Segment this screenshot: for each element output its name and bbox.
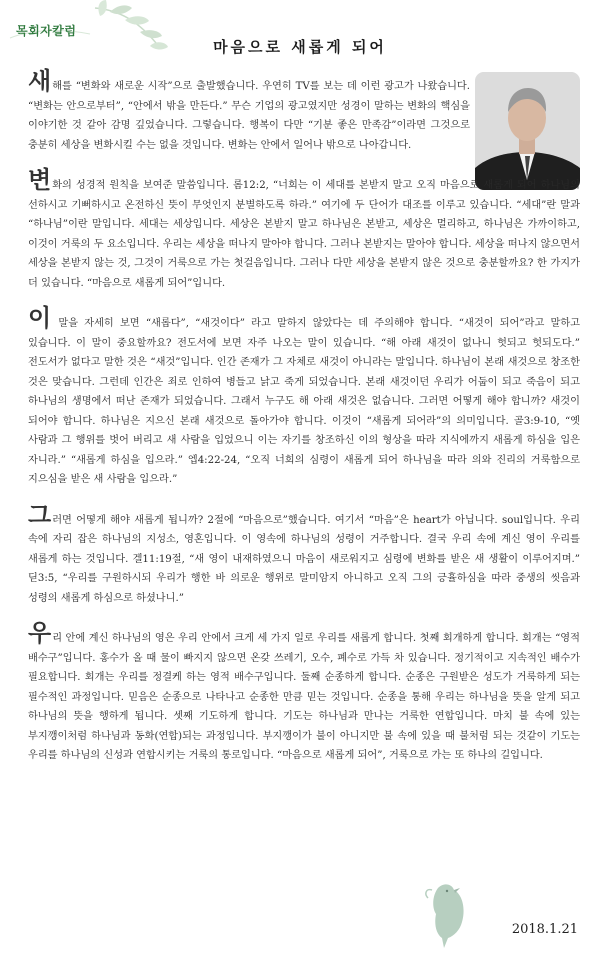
drop-initial: 우	[28, 619, 52, 647]
paragraph-text: 해를 “변화와 새로운 시작”으로 출발했습니다. 우연히 TV를 보는 데 이런 광고가 나왔습니다. “변화는 안으로부터”, “안에서 밖을 만든다.” 무슨 기업의 광고였지만 성경이 말하는 변화의 핵심을 이야기한 것 같아 감명 깊었습니다. 그렇습니다. 행복이 다만 “기분 좋은 만족감”이라면 그것으로 충분히 세상을 변화시킬 수는 없을 것입니다. 변화는 안에서 일어나 밖으로 나아갑니다.	[28, 81, 470, 151]
drop-initial: 그	[28, 500, 52, 529]
paragraph-text: 러면 어떻게 해야 새롭게 됩니까? 2절에 “마음으로”했습니다. 여기서 “마음”은 heart가 아닙니다. soul입니다. 우리 속에 자리 잡은 하나님의 지성소, 영혼입니다. 이 영속에 하나님의 성령이 거주합니다. 결국 우리 속에 계신 영이 우리를 새롭게 하는 것입니다. 겔11:19절, “새 영이 내재하였으니 마음이 새로워지고 심령에 변화를 받은 새 생활이 이루어지며.” 딛3:5, “우리를 구원하시되 우리가 행한 바 의로운 행위로 말미암지 아니하고 오직 그의 긍휼하심을 따라 중생의 씻음과 성령의 새롭게 하심으로 하셨나니.”	[28, 514, 580, 604]
paragraph-3	[28, 304, 580, 490]
page-title: 마음으로 새롭게 되어	[213, 38, 387, 56]
drop-initial: 새	[28, 67, 52, 95]
column-label: 목회자칼럼	[16, 24, 77, 38]
paragraph-1	[28, 67, 470, 155]
paragraph-text: 말을 자세히 보면 “새롭다”, “새것이다” 라고 말하지 않았다는 데 주의해야 합니다. “새것이 되어”라고 말하고 있습니다. 이 말이 중요할까요? 전도서에 보면 자주 나오는 말이 있습니다. “해 아래 새것이 없나니 헛되고 헛되도다.” 전도서가 없다고 말한 것은 “새것”입니다. 인간 존재가 그 자체로 새것이 아니라는 말입니다. 하나님이 본래 새것으로 창조한 것은 맞습니다. 그런데 인간은 죄로 인하여 병들고 낡고 죽게 되었습니다. 본래 새것이던 우리가 어둡이 되고 죽음이 되고 하나님의 생명에서 떠난 존재가 되었습니다. 그래서 누구도 해 아래 새것은 없습니다. 그러면 어떻게 해야 합니까? 새것이 되어야 합니다. 하나님은 지으신 본래 새것으로 돌아가야 합니다. 이것이 “새롭게 되어라”의 의미입니다. 골3:9-10, “옛 사람과 그 행위를 벗어 버리고 새 사람을 입었으니 이는 자기를 창조하신 이의 형상을 따라 지식에까지 새롭게 하심을 입은 자니라.” “새롭게 하심을 입으라.” 엡4:22-24, “오직 너희의 심령이 새롭게 되어 하나님을 따라 의와 진리의 거룩함으로 지으심을 받은 새 사람을 입으라.”	[28, 318, 580, 485]
paragraph-text: 리 안에 계신 하나님의 영은 우리 안에서 크게 세 가지 일로 우리를 새롭게 합니다. 첫째 회개하게 합니다. 회개는 “영적 배수구”입니다. 홍수가 올 때 물이 빠지지 않으면 온갖 쓰레기, 오수, 폐수로 가득 차 있습니다. 정기적이고 지속적인 배수가 필요합니다. 회개는 우리를 정결케 하는 영적 배수구입니다. 둘째 순종하게 합니다. 순종은 구원받은 성도가 거룩하게 되는 필수적인 과정입니다. 믿음은 순종으로 나타나고 순종한 만큼 믿는 것입니다. 순종을 통해 우리는 하나님을 뜻을 알게 되고 하나님의 뜻을 행하게 됩니다. 셋째 기도하게 합니다. 기도는 하나님과 만나는 거룩한 연합입니다. 마치 불 속에 있는 부지깽이처럼 하나님과 동화(연합)되는 과정입니다. 부지깽이가 불이 아니지만 불 속에 있을 때 불처럼 되는 것같이 기도는 우리를 하나님의 신성과 연합시키는 거룩의 통로입니다. “마음으로 새롭게 되어”, 거룩으로 가는 또 하나의 길입니다.	[28, 633, 580, 761]
paragraph-2	[28, 166, 580, 293]
paragraph-4	[28, 500, 580, 609]
column-body	[28, 67, 580, 782]
column-date: 2018.1.21	[511, 922, 578, 937]
drop-initial: 이	[28, 304, 52, 332]
bird-icon	[420, 878, 480, 948]
paragraph-5	[28, 619, 580, 766]
drop-initial: 변	[28, 166, 52, 194]
paragraph-text: 화의 성경적 원칙을 보여준 말씀입니다. 롬12:2, “너희는 이 세대를 본받지 말고 오직 마음으로 새롭게 되어 하나님의 선하시고 기뻐하시고 온전하신 뜻이 무엇인지 분별하도록 하라.” 여기에 두 단어가 대조를 이루고 있습니다. “세대”란 말과 “하나님”이란 말입니다. 세대는 세상입니다. 세상은 본받지 말고 하나님은 본받고, 세상은 멀리하고, 하나님은 가까이하고, 이것이 거룩의 두 요소입니다. 우리는 세상을 떠나지 말아야 합니다. 그러나 본받지는 말아야 합니다. 세상을 떠나지 않으면서 세상을 본받지 않는 것, 그것이 거룩으로 가는 첫걸음입니다. 그러나 다만 세상을 본받지 않은 것으로 충분할까요? 한 가지가 더 있습니다. “마음으로 새롭게 되어”입니다.	[28, 180, 580, 289]
